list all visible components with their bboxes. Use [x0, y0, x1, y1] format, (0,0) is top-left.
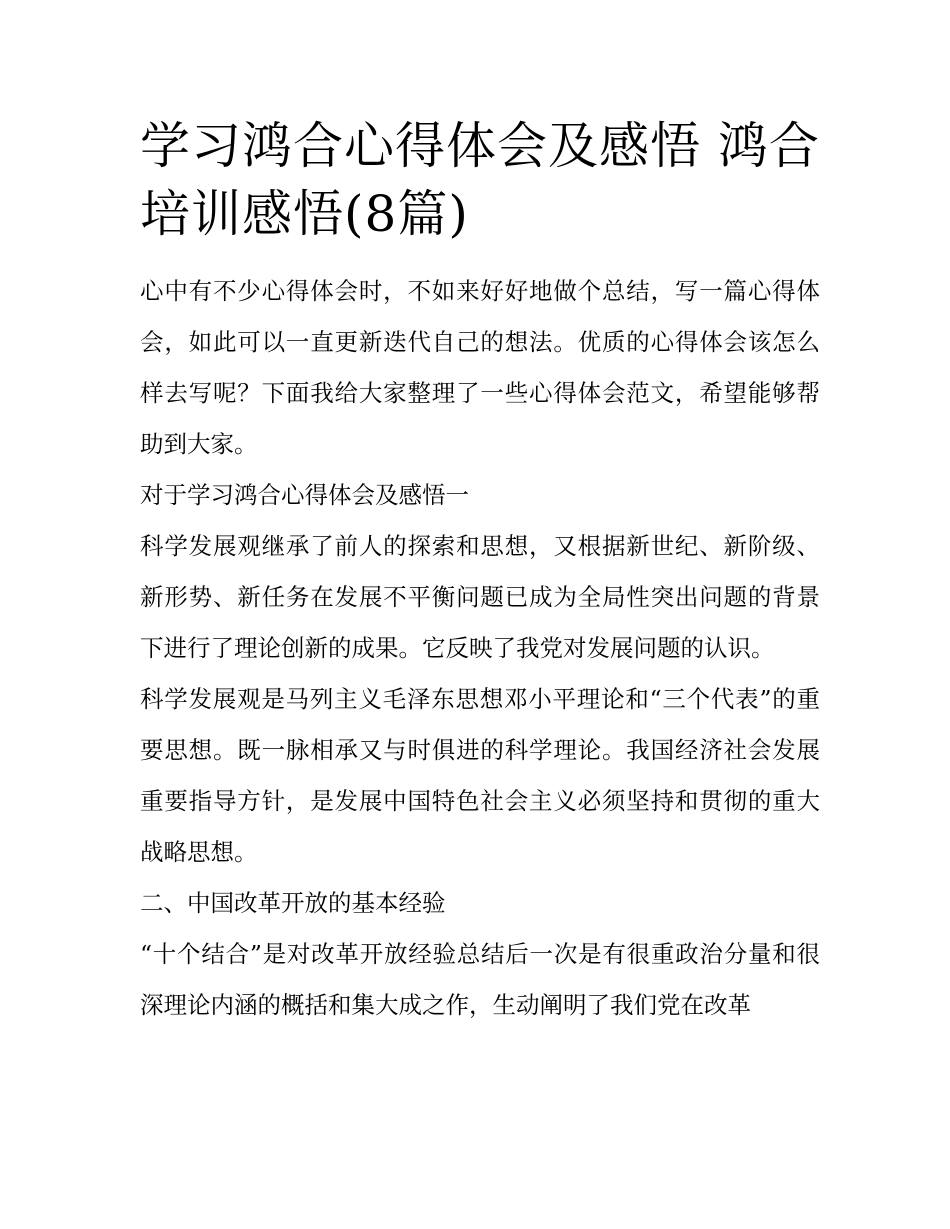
document-body: [140, 266, 820, 1031]
body-paragraph: “十个结合”是对改革开放经验总结后一次是有很重政治分量和很深理论内涵的概括和集大成之作，生动阐明了我们党在改革: [140, 940, 820, 1019]
body-paragraph: 科学发展观是马列主义毛泽东思想邓小平理论和“三个代表”的重要思想。既一脉相承又与时俱进的科学理论。我国经济社会发展重要指导方针，是发展中国特色社会主义必须坚持和贯彻的重大战略思想。: [140, 685, 820, 866]
intro-paragraph: 心中有不少心得体会时，不如来好好地做个总结，写一篇心得体会，如此可以一直更新迭代自己的想法。优质的心得体会该怎么样去写呢？下面我给大家整理了一些心得体会范文，希望能够帮助到大家。: [140, 277, 820, 458]
body-paragraph: 科学发展观继承了前人的探索和思想，又根据新世纪、新阶级、新形势、新任务在发展不平衡问题已成为全局性突出问题的背景下进行了理论创新的成果。它反映了我党对发展问题的认识。: [140, 532, 820, 662]
document-content: [140, 112, 820, 1031]
section-heading-two: 二、中国改革开放的基本经验: [140, 889, 446, 917]
section-heading-one: 对于学习鸿合心得体会及感悟一: [140, 481, 469, 509]
document-title: 学习鸿合心得体会及感悟 鸿合培训感悟(8篇): [140, 117, 820, 243]
